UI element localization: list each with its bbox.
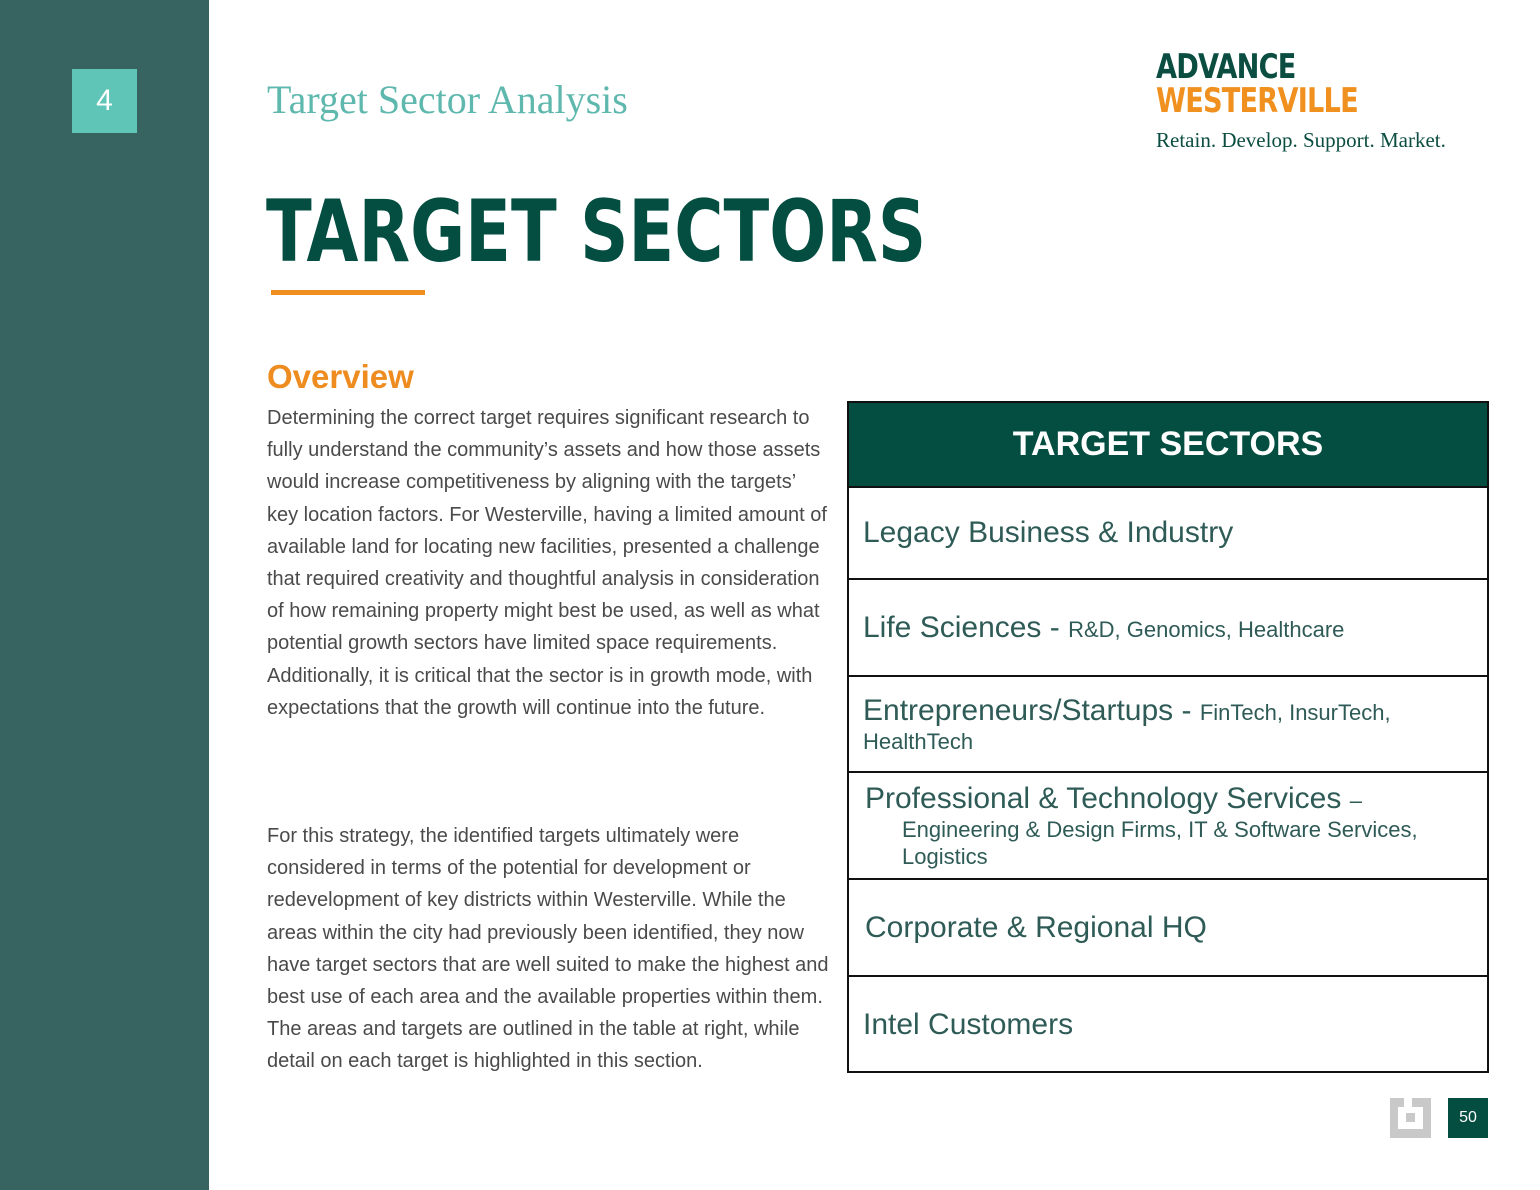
overview-paragraph-1: Determining the correct target requires significant research to fully understand the community’s assets and how those assets would increase competitiveness by aligning with the targets’ key location factors. For Westerville, having a limited amount of available land for locating new facilities, presented a challenge that required creativity and thoughtful analysis in consideration of how remaining property might best be used, as well as what potential growth sectors have limited space requirements. Additionally, it is critical that the sector is in growth mode, with expectations that the growth will continue into the future. (267, 407, 827, 719)
table-header: TARGET SECTORS (849, 403, 1487, 488)
row-subtitle-continued: HealthTech (863, 728, 974, 754)
row-subtitle: R&D, Genomics, Healthcare (1068, 616, 1345, 642)
row-dash: – (1349, 787, 1362, 813)
row-subtitle-continued: Logistics (902, 843, 988, 869)
table-row (849, 773, 1487, 880)
row-line (863, 694, 1467, 728)
row-line (865, 782, 1467, 816)
row-title: Legacy Business & Industry (863, 516, 1234, 549)
title-underline (271, 290, 425, 295)
section-title: Target Sector Analysis (267, 77, 628, 122)
section-number-badge: 4 (72, 69, 137, 133)
target-sectors-table (847, 401, 1489, 1073)
brand-mark-core (1406, 1113, 1415, 1122)
row-subtitle: Engineering & Design Firms, IT & Software Services, (902, 816, 1418, 842)
logo-tagline: Retain. Develop. Support. Market. (1156, 128, 1446, 152)
sidebar-band (0, 0, 209, 1190)
row-title: Entrepreneurs/Startups - (863, 693, 1200, 727)
row-line (863, 611, 1467, 645)
row-title: Intel Customers (863, 1007, 1074, 1041)
logo-line-westerville: WESTERVILLE (1156, 81, 1358, 121)
row-subtitle: FinTech, InsurTech, (1199, 699, 1391, 725)
table-row (849, 977, 1487, 1072)
logo-line-advance: ADVANCE (1156, 47, 1296, 87)
row-title: Professional & Technology Services (865, 781, 1350, 815)
table-row (849, 677, 1487, 773)
row-title: Life Sciences - (863, 610, 1069, 644)
brand-mark-icon (1390, 1098, 1431, 1138)
page-number: 50 (1448, 1098, 1488, 1138)
table-row (849, 880, 1487, 977)
table-row (849, 580, 1487, 677)
overview-paragraph-2: For this strategy, the identified targets ultimately were considered in terms of the potential for development or redevelopment of key districts within Westerville. While the areas within the city had previously been identified, they now have target sectors that are well suited to make the highest and best use of each area and the available properties within them. The areas and targets are outlined in the table at right, while detail on each target is highlighted in this section. (267, 825, 829, 1073)
overview-heading: Overview (267, 358, 414, 395)
table-row (849, 488, 1487, 580)
brand-mark-notch (1404, 1098, 1412, 1107)
page-title: TARGET SECTORS (266, 182, 927, 282)
advance-westerville-logo (1156, 47, 1486, 153)
row-title: Corporate & Regional HQ (865, 910, 1207, 944)
